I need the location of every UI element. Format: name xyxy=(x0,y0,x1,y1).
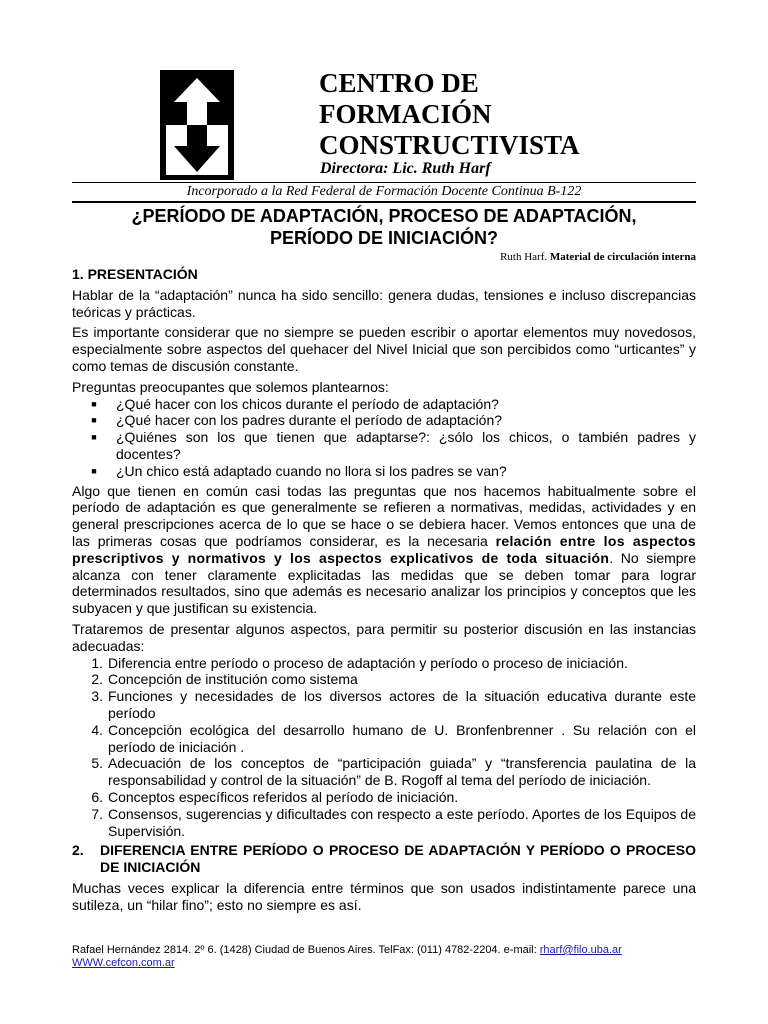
list-item-text: Conceptos específicos referidos al período de iniciación. xyxy=(108,788,459,805)
list-item xyxy=(72,722,696,756)
page-footer xyxy=(72,944,696,970)
paragraph: Hablar de la “adaptación” nunca ha sido sencillo: genera dudas, tensiones e incluso discrepancias teóricas y prácticas. xyxy=(72,286,696,320)
list-item xyxy=(72,396,696,413)
list-item xyxy=(72,655,696,672)
list-item xyxy=(72,688,696,722)
list-item-text: Concepción de institución como sistema xyxy=(108,671,358,688)
list-number: 1. xyxy=(91,654,103,671)
section-heading: 1. PRESENTACIÓN xyxy=(72,266,198,282)
list-item-text: ¿Qué hacer con los padres durante el período de adaptación? xyxy=(116,412,503,429)
emphasis-text: relación entre los aspectos prescriptivos y normativos y los aspectos explicativos de toda situación xyxy=(72,532,696,566)
document-title xyxy=(72,205,696,249)
footer-address: Rafael Hernández 2814. 2º 6. (1428) Ciudad de Buenos Aires. TelFax: (011) 4782-2204. e-mail: xyxy=(72,944,540,956)
list-number: 5. xyxy=(91,755,103,772)
paragraph: Es importante considerar que no siempre se pueden escribir o aportar elementos muy novedosos, especialmente sobre aspectos del quehacer del Nivel Inicial que son percibidos como “urticantes” y como temas de discusión constante. xyxy=(72,324,696,374)
circulation-note: Material de circulación interna xyxy=(549,251,696,263)
paragraph-text: . No siempre alcanza con tener claramente explicitadas las medidas que se deben tomar para lograr determinados resultados, sino que además es necesario analizar los principios y conceptos que les subyacen y que justifican su existencia. xyxy=(72,549,697,617)
square-bullet-icon: ■ xyxy=(91,432,97,443)
list-item-text: Diferencia entre período o proceso de adaptación y período o proceso de iniciación. xyxy=(108,654,628,671)
org-name-line: FORMACIÓN xyxy=(319,99,492,129)
section-heading xyxy=(72,842,696,876)
list-number: 6. xyxy=(91,788,103,805)
org-name-line: CENTRO DE xyxy=(319,68,479,98)
square-bullet-icon: ■ xyxy=(91,415,97,426)
title-line: PERÍODO DE INICIACIÓN? xyxy=(269,228,498,248)
square-bullet-icon: ■ xyxy=(91,398,97,409)
list-item-text: Consensos, sugerencias y dificultades con respecto a este período. Aportes de los Equipos de Supervisión. xyxy=(108,805,696,839)
list-item xyxy=(72,755,696,789)
document-body xyxy=(72,266,696,917)
title-line: ¿PERÍODO DE ADAPTACIÓN, PROCESO DE ADAPTACIÓN, xyxy=(131,206,637,226)
paragraph: Preguntas preocupantes que solemos plantearnos: xyxy=(72,378,389,395)
organization-name xyxy=(319,68,580,161)
list-item xyxy=(72,412,696,429)
incorporation-line: Incorporado a la Red Federal de Formación Docente Continua B-122 xyxy=(186,184,582,199)
list-number: 4. xyxy=(91,721,103,738)
author-name: Ruth Harf. xyxy=(500,251,548,263)
list-item-text: Concepción ecológica del desarrollo humano de U. Bronfenbrenner . Su relación con el período de iniciación . xyxy=(108,721,696,755)
section-heading-text: DIFERENCIA ENTRE PERÍODO O PROCESO DE ADAPTACIÓN Y PERÍODO O PROCESO DE INICIACIÓN xyxy=(100,842,696,876)
footer-address-line xyxy=(72,944,696,957)
list-number: 3. xyxy=(91,688,103,705)
list-item-text: ¿Qué hacer con los chicos durante el período de adaptación? xyxy=(116,395,499,412)
topic-list xyxy=(72,655,696,840)
list-item xyxy=(72,671,696,688)
list-item xyxy=(72,806,696,840)
paragraph xyxy=(72,483,696,617)
list-item xyxy=(72,463,696,480)
paragraph: Trataremos de presentar algunos aspectos, para permitir su posterior discusión en las instancias adecuadas: xyxy=(72,620,696,654)
list-item-text: Adecuación de los conceptos de “participación guiada” y “transferencia paulatina de la responsabilidad y control de la situación” de B. Rogoff al tema del período de iniciación. xyxy=(108,755,696,789)
list-item-text: Funciones y necesidades de los diversos actores de la situación educativa durante este período xyxy=(108,688,696,721)
arrows-logo-icon xyxy=(160,70,234,180)
director-line: Directora: Lic. Ruth Harf xyxy=(320,160,491,177)
header-divider-thick xyxy=(72,201,696,203)
section-number: 2. xyxy=(72,842,84,859)
list-number: 2. xyxy=(91,671,103,688)
footer-website-line xyxy=(72,957,696,970)
paragraph-text: Algo que tienen en común casi todas las preguntas que nos hacemos habitualmente sobre el período de adaptación es que generalmente se refieren a normativas, medidas, actividades y en general prescripciones acerca de lo que se hace o se debiera hacer. Vemos entonces que una de las primeras cosas que podríamos considerar, es la necesaria xyxy=(72,482,696,549)
question-list xyxy=(72,396,696,480)
list-number: 7. xyxy=(91,805,103,822)
list-item-text: ¿Un chico está adaptado cuando no llora si los padres se van? xyxy=(116,462,507,479)
email-link[interactable]: rharf@filo.uba.ar xyxy=(539,944,622,956)
website-link[interactable]: WWW.cefcon.com.ar xyxy=(72,957,175,969)
list-item xyxy=(72,429,696,463)
author-line xyxy=(500,251,696,263)
paragraph: Muchas veces explicar la diferencia entre términos que son usados indistintamente parece una sutileza, un “hilar fino”; esto no siempre es así. xyxy=(72,879,696,913)
square-bullet-icon: ■ xyxy=(91,465,97,476)
org-name-line: CONSTRUCTIVISTA xyxy=(319,130,580,160)
header-divider xyxy=(72,182,696,183)
list-item xyxy=(72,789,696,806)
list-item-text: ¿Quiénes son los que tienen que adaptarse?: ¿sólo los chicos, o también padres y docentes? xyxy=(116,429,696,462)
